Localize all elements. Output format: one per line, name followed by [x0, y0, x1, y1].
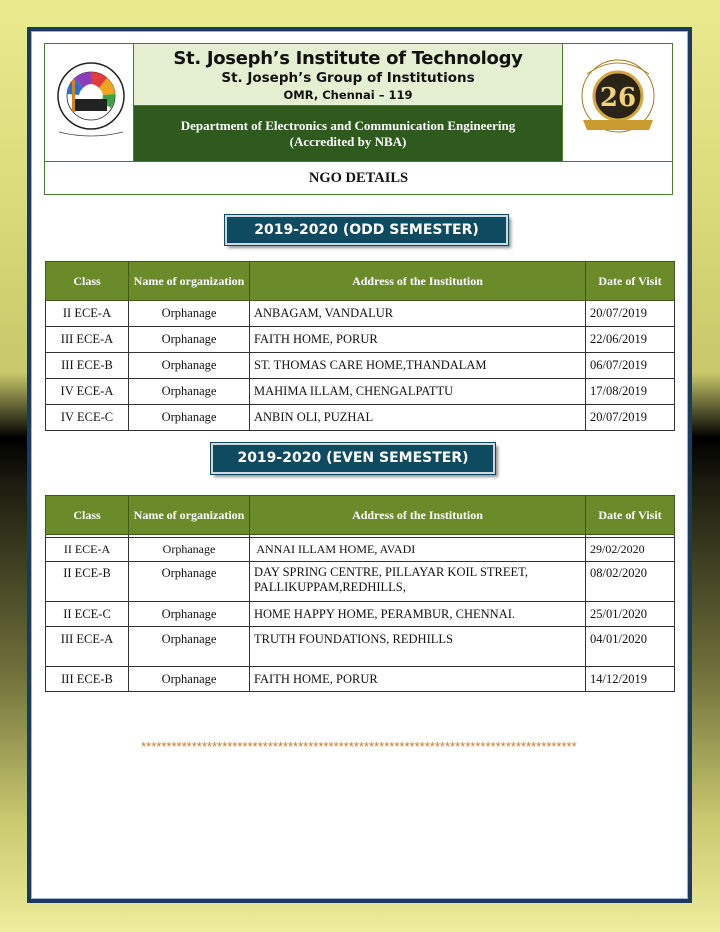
odd-semester-table	[45, 261, 675, 431]
cell-class: II ECE-A	[46, 301, 129, 327]
column-header-name: Name of organization	[129, 496, 250, 535]
anniversary-logo-cell	[562, 44, 672, 161]
cell-date: 08/02/2020	[586, 562, 675, 602]
svg-text:26: 26	[599, 83, 637, 113]
table-row	[46, 405, 675, 431]
cell-name: Orphanage	[129, 627, 250, 667]
table-header-row	[46, 262, 675, 301]
group-name: St. Joseph’s Group of Institutions	[221, 70, 475, 86]
column-header-date: Date of Visit	[586, 496, 675, 535]
cell-address: FAITH HOME, PORUR	[250, 327, 586, 353]
cell-date: 06/07/2019	[586, 353, 675, 379]
department-block	[134, 106, 562, 161]
column-header-class: Class	[46, 496, 129, 535]
cell-class: II ECE-B	[46, 562, 129, 602]
cell-address: MAHIMA ILLAM, CHENGALPATTU	[250, 379, 586, 405]
table-row	[46, 379, 675, 405]
cell-date: 17/08/2019	[586, 379, 675, 405]
column-header-address: Address of the Institution	[250, 262, 586, 301]
accreditation: (Accredited by NBA)	[289, 134, 407, 149]
odd-semester-banner: 2019-2020 (ODD SEMESTER)	[225, 215, 508, 245]
department-name: Department of Electronics and Communication Engineering	[180, 118, 516, 133]
column-header-name: Name of organization	[129, 262, 250, 301]
cell-name: Orphanage	[129, 405, 250, 431]
cell-class: III ECE-A	[46, 327, 129, 353]
cell-address: ST. THOMAS CARE HOME,THANDALAM	[250, 353, 586, 379]
cell-name: Orphanage	[129, 562, 250, 602]
cell-name: Orphanage	[129, 667, 250, 692]
column-header-date: Date of Visit	[586, 262, 675, 301]
cell-address: ANBIN OLI, PUZHAL	[250, 405, 586, 431]
institute-name: St. Joseph’s Institute of Technology	[173, 48, 523, 69]
cell-address: FAITH HOME, PORUR	[250, 667, 586, 692]
table-row	[46, 627, 675, 667]
cell-address: HOME HAPPY HOME, PERAMBUR, CHENNAI.	[250, 602, 586, 627]
column-header-address: Address of the Institution	[250, 496, 586, 535]
cell-class: IV ECE-C	[46, 405, 129, 431]
cell-date: 22/06/2019	[586, 327, 675, 353]
cell-date: 20/07/2019	[586, 405, 675, 431]
table-row	[46, 327, 675, 353]
cell-class: III ECE-B	[46, 353, 129, 379]
cell-address: DAY SPRING CENTRE, PILLAYAR KOIL STREET, PALLIKUPPAM,REDHILLS,	[250, 562, 586, 602]
cell-name: Orphanage	[129, 327, 250, 353]
cell-date: 04/01/2020	[586, 627, 675, 667]
cell-class: II ECE-A	[46, 538, 129, 562]
anniversary-seal-icon	[563, 44, 673, 161]
cell-class: IV ECE-A	[46, 379, 129, 405]
cell-date: 25/01/2020	[586, 602, 675, 627]
institute-logo-cell	[45, 44, 134, 161]
cell-class: III ECE-B	[46, 667, 129, 692]
letterhead	[44, 43, 673, 195]
cell-address: TRUTH FOUNDATIONS, REDHILLS	[250, 627, 586, 667]
cell-class: III ECE-A	[46, 627, 129, 667]
even-semester-banner: 2019-2020 (EVEN SEMESTER)	[211, 443, 495, 474]
table-row	[46, 602, 675, 627]
footer-divider: **************************************************************************************	[141, 740, 577, 754]
section-title: NGO DETAILS	[45, 161, 672, 195]
cell-name: Orphanage	[129, 538, 250, 562]
table-header-row	[46, 496, 675, 535]
cell-date: 14/12/2019	[586, 667, 675, 692]
table-row	[46, 562, 675, 602]
table-row	[46, 667, 675, 692]
table-row	[46, 538, 675, 562]
even-semester-table	[45, 495, 675, 692]
institute-location: OMR, Chennai – 119	[283, 88, 413, 102]
cell-date: 20/07/2019	[586, 301, 675, 327]
institute-logo-icon	[45, 44, 134, 161]
cell-class: II ECE-C	[46, 602, 129, 627]
cell-name: Orphanage	[129, 379, 250, 405]
cell-name: Orphanage	[129, 301, 250, 327]
table-row	[46, 301, 675, 327]
institute-title-block	[134, 44, 562, 106]
cell-address: ANNAI ILLAM HOME, AVADI	[250, 538, 586, 562]
cell-date: 29/02/2020	[586, 538, 675, 562]
column-header-class: Class	[46, 262, 129, 301]
cell-name: Orphanage	[129, 353, 250, 379]
cell-address: ANBAGAM, VANDALUR	[250, 301, 586, 327]
table-row	[46, 353, 675, 379]
cell-name: Orphanage	[129, 602, 250, 627]
